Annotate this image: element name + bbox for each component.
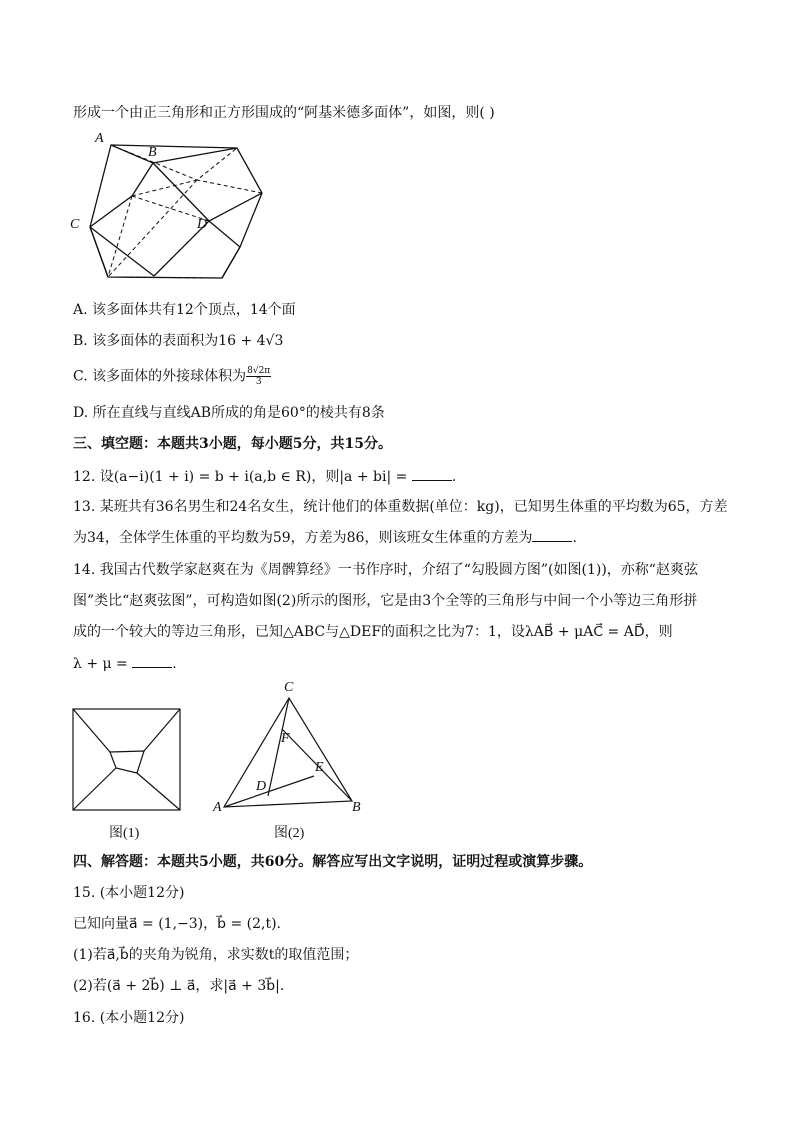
triangle-label-d: D — [256, 779, 267, 794]
question-14-line-1: 14. 我国古代数学家赵爽在为《周髀算经》一书作序时，介绍了“勾股圆方图”(如图(1))，亦称“赵爽弦 — [73, 562, 698, 578]
answer-blank — [532, 527, 572, 542]
question-15-part-2: (2)若(a⃗ + 2b⃗) ⊥ a⃗，求|a⃗ + 3b⃗|. — [73, 978, 285, 994]
poly-label-d: D — [197, 217, 208, 232]
question-14-line-4 — [73, 653, 177, 674]
fraction-numerator: 8√2π — [247, 366, 271, 376]
option-b-expr: 16 + 4√3 — [218, 333, 284, 349]
triangle-label-c: C — [284, 680, 294, 695]
q13-text: 为34，全体学生体重的平均数为59，方差为86，则该班女生体重的方差为 — [73, 530, 533, 546]
triangle-label-a: A — [213, 800, 222, 815]
question-15-heading: 15. (本小题12分) — [73, 885, 185, 901]
question-14-line-3: 成的一个较大的等边三角形，已知△ABC与△DEF的面积之比为7：1，设λAB⃗ + μAC⃗ = AD⃗，则 — [73, 624, 673, 640]
figure-1-caption: 图(1) — [109, 826, 140, 841]
question-14-line-2: 图”类比“赵爽弦图”，可构造如图(2)所示的图形，它是由3个全等的三角形与中间一个小等边三角形拼 — [73, 593, 698, 609]
option-d: D. 所在直线与直线AB所成的角是60°的棱共有8条 — [73, 405, 385, 421]
poly-label-c: C — [70, 217, 80, 232]
triangle-figure — [210, 680, 370, 820]
question-15-part-1: (1)若a⃗,b⃗的夹角为锐角，求实数t的取值范围； — [73, 947, 359, 963]
question-15-given: 已知向量a⃗ = (1,−3)，b⃗ = (2,t). — [73, 916, 282, 932]
q12-text: 12. 设(a−i)(1 + i) = b + i(a,b ∈ R)，则|a + bi| = — [73, 469, 412, 485]
intro-text: 形成一个由正三角形和正方形围成的“阿基米德多面体”，如图，则( ) — [73, 105, 495, 121]
q12-end: . — [451, 469, 457, 485]
polyhedron-figure — [60, 125, 280, 300]
question-12 — [73, 466, 456, 487]
option-c-prefix: C. 该多面体的外接球体积为 — [73, 368, 247, 385]
option-a: A. 该多面体共有12个顶点，14个面 — [73, 302, 296, 318]
figure-2-caption: 图(2) — [274, 826, 305, 841]
triangle-label-b: B — [352, 800, 361, 815]
q13-end: . — [572, 530, 577, 546]
triangle-label-e: E — [315, 760, 324, 775]
question-16-heading: 16. (本小题12分) — [73, 1010, 185, 1026]
poly-label-b: B — [148, 145, 157, 160]
zhao-shuang-diagram — [70, 705, 185, 815]
answer-blank — [132, 653, 172, 668]
question-13-line-1: 13. 某班共有36名男生和24名女生，统计他们的体重数据(单位：kg)，已知男生体重的平均数为65，方差 — [73, 499, 728, 515]
fraction-denominator: 3 — [255, 377, 262, 387]
q14-end: . — [172, 656, 177, 672]
section-3-heading: 三、填空题：本题共3小题，每小题5分，共15分。 — [73, 436, 392, 452]
question-13-line-2 — [73, 527, 577, 548]
q14-expr: λ + μ = — [73, 656, 133, 672]
option-b-prefix: B. 该多面体的表面积为 — [73, 333, 219, 349]
section-4-heading: 四、解答题：本题共5小题，共60分。解答应写出文字说明，证明过程或演算步骤。 — [73, 854, 593, 870]
option-c — [73, 366, 271, 387]
option-b — [73, 331, 283, 351]
answer-blank — [412, 466, 452, 481]
poly-label-a: A — [95, 131, 104, 146]
triangle-label-f: F — [281, 731, 290, 746]
option-c-fraction — [246, 366, 271, 387]
